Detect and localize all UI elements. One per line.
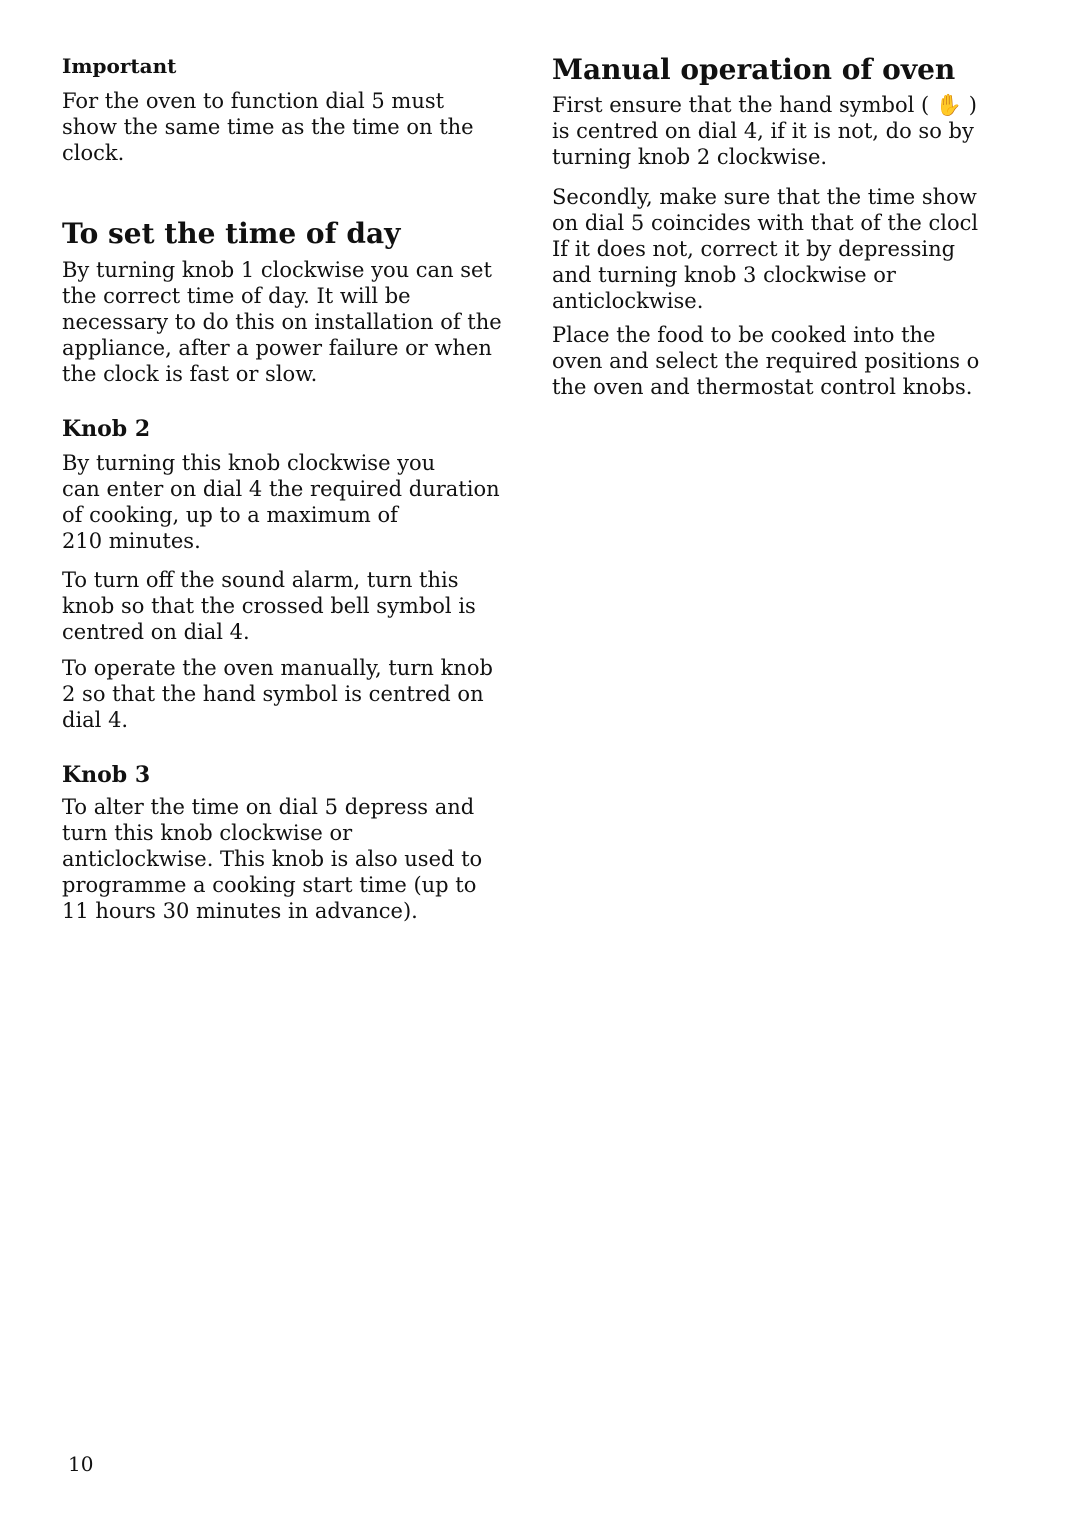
text-line: 2 so that the hand symbol is centred on [62, 682, 484, 706]
text-line: knob so that the crossed bell symbol is [62, 594, 476, 618]
manual-paragraph-2 [552, 184, 978, 314]
page-number: 10 [68, 1452, 94, 1476]
text-line: turning knob 2 clockwise. [552, 145, 828, 169]
text-line: By turning knob 1 clockwise you can set [62, 258, 492, 282]
knob-2-paragraph-1 [62, 450, 500, 554]
text-line: turn this knob clockwise or [62, 821, 353, 845]
text-line: dial 4. [62, 708, 129, 732]
time-of-day-heading: To set the time of day [62, 217, 401, 250]
text-line: anticlockwise. [552, 289, 704, 313]
text-line: clock. [62, 141, 125, 165]
text-line: To alter the time on dial 5 depress and [62, 795, 475, 819]
text-line: Secondly, make sure that the time show [552, 185, 977, 209]
manual-paragraph-1 [552, 92, 977, 170]
important-heading: Important [62, 54, 177, 78]
manual-operation-heading: Manual operation of oven [552, 53, 956, 86]
text-line: centred on dial 4. [62, 620, 250, 644]
text-line: First ensure that the hand symbol ( ✋ ) [552, 93, 977, 117]
text-line: the correct time of day. It will be [62, 284, 411, 308]
knob-2-heading: Knob 2 [62, 416, 151, 442]
text-line: show the same time as the time on the [62, 115, 474, 139]
knob-3-paragraph [62, 794, 482, 924]
knob-2-paragraph-3 [62, 655, 493, 733]
text-line: To operate the oven manually, turn knob [62, 656, 493, 680]
knob-2-paragraph-2 [62, 567, 476, 645]
text-line: can enter on dial 4 the required duration [62, 477, 500, 501]
text-line: the clock is fast or slow. [62, 362, 318, 386]
text-line: on dial 5 coincides with that of the clocl [552, 211, 979, 235]
text-line: anticlockwise. This knob is also used to [62, 847, 483, 871]
text-line: For the oven to function dial 5 must [62, 89, 445, 113]
important-paragraph [62, 88, 474, 166]
manual-paragraph-3 [552, 322, 979, 400]
text-line: is centred on dial 4, if it is not, do so by [552, 119, 974, 143]
text-line: appliance, after a power failure or when [62, 336, 492, 360]
text-line: and turning knob 3 clockwise or [552, 263, 896, 287]
text-line: programme a cooking start time (up to [62, 873, 477, 897]
text-line: Place the food to be cooked into the [552, 323, 936, 347]
text-line: 11 hours 30 minutes in advance). [62, 899, 418, 923]
text-line: the oven and thermostat control knobs. [552, 375, 973, 399]
text-line: necessary to do this on installation of the [62, 310, 502, 334]
text-line: oven and select the required positions o [552, 349, 980, 373]
text-line: If it does not, correct it by depressing [552, 237, 956, 261]
text-line: By turning this knob clockwise you [62, 451, 436, 475]
text-line: 210 minutes. [62, 529, 201, 553]
text-line: To turn off the sound alarm, turn this [62, 568, 459, 592]
knob-3-heading: Knob 3 [62, 762, 151, 788]
time-of-day-paragraph [62, 257, 502, 387]
text-line: of cooking, up to a maximum of [62, 503, 398, 527]
